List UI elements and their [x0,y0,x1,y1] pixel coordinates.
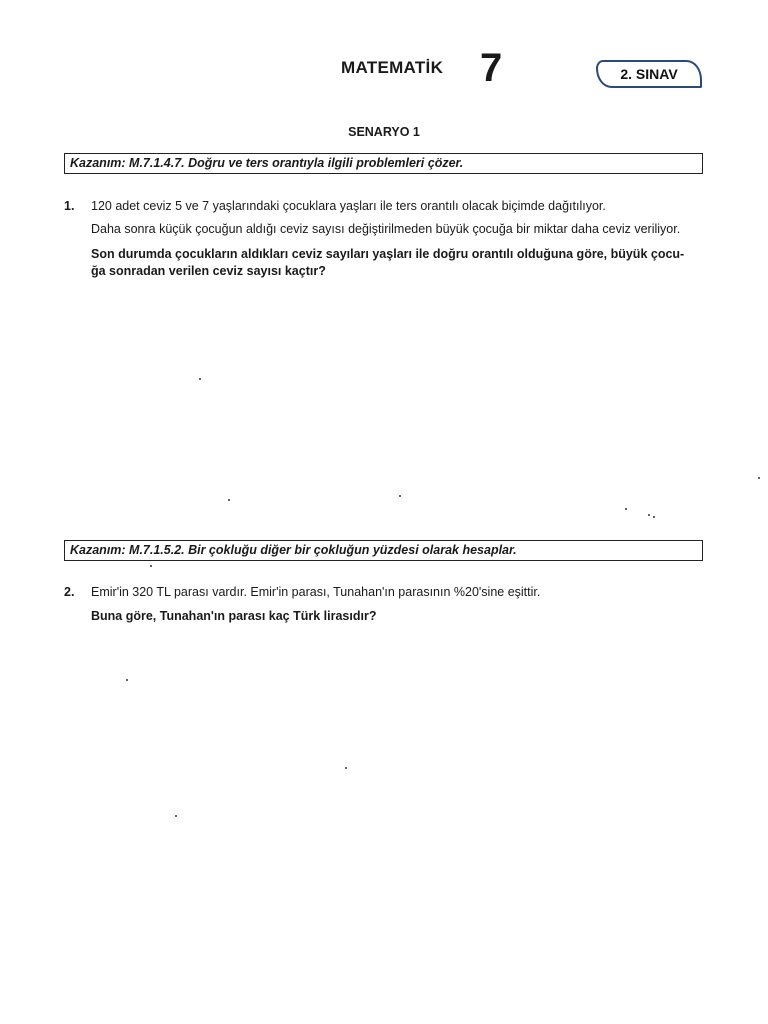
scan-speck [758,477,760,479]
learning-outcome-box-2: Kazanım: M.7.1.5.2. Bir çokluğu diğer bir çokluğun yüzdesi olarak hesaplar. [64,540,703,561]
scan-speck [345,767,347,769]
scan-speck [150,565,152,567]
scan-speck [653,516,655,518]
scan-speck [399,495,401,497]
question-2-prompt-line-1: Buna göre, Tunahan'ın parası kaç Türk lirasıdır? [91,609,377,623]
question-1-line-1: 120 adet ceviz 5 ve 7 yaşlarındaki çocuklara yaşları ile ters orantılı olacak biçimde dağıtılıyor. [91,199,606,213]
subject-title: MATEMATİK [341,58,444,77]
scenario-title: SENARYO 1 [348,125,420,139]
grade-number: 7 [480,46,503,90]
question-1-prompt-line-1: Son durumda çocukların aldıkları ceviz sayıları yaşları ile doğru orantılı olduğuna göre, büyük çocu- [91,247,685,261]
question-1-prompt-line-2: ğa sonradan verilen ceviz sayısı kaçtır? [91,264,326,278]
scan-speck [625,508,627,510]
question-number-2: 2. [64,585,75,599]
scan-speck [126,679,128,681]
question-number-1: 1. [64,199,75,213]
question-2-line-1: Emir'in 320 TL parası vardır. Emir'in parası, Tunahan'ın parasının %20'sine eşittir. [91,585,541,599]
learning-outcome-box-1: Kazanım: M.7.1.4.7. Doğru ve ters orantıyla ilgili problemleri çözer. [64,153,703,174]
scan-speck [199,378,201,380]
exam-number-badge: 2. SINAV [596,60,702,88]
scan-speck [228,499,230,501]
scan-speck [648,514,650,516]
question-1-line-2: Daha sonra küçük çocuğun aldığı ceviz sayısı değiştirilmeden büyük çocuğa bir miktar daha ceviz veriliyor. [91,222,681,236]
scan-speck [175,815,177,817]
